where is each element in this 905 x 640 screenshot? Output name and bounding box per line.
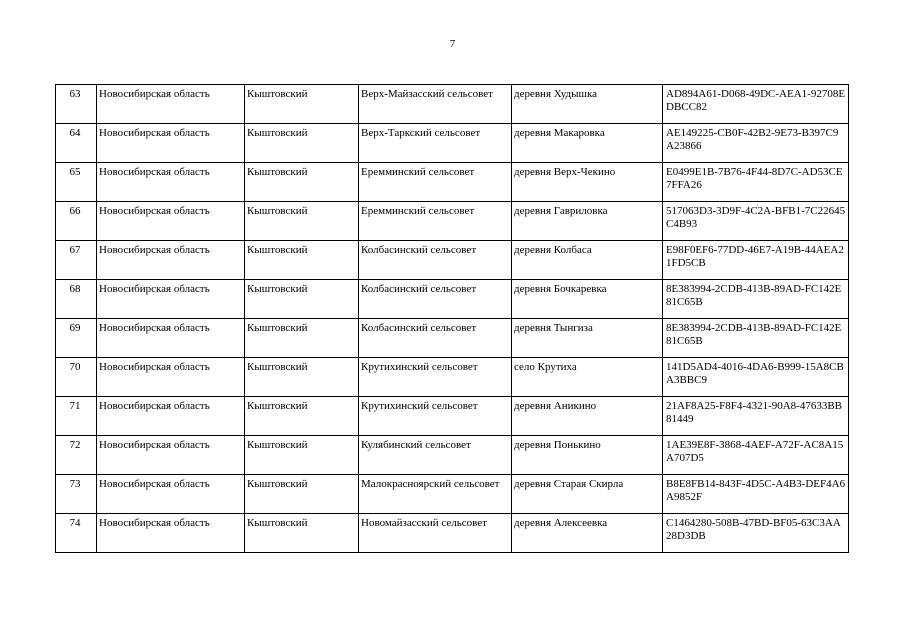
row-number-cell: 68 [56,280,97,319]
district-cell: Кыштовский [245,241,359,280]
settlement-cell: деревня Старая Скирла [512,475,663,514]
row-number-cell: 74 [56,514,97,553]
settlement-cell: деревня Тынгиза [512,319,663,358]
region-cell: Новосибирская область [97,124,245,163]
council-cell: Верх-Майзасский сельсовет [359,85,512,124]
region-cell: Новосибирская область [97,85,245,124]
table-row [56,475,849,514]
council-cell: Новомайзасский сельсовет [359,514,512,553]
district-cell: Кыштовский [245,85,359,124]
table-row [56,397,849,436]
district-cell: Кыштовский [245,475,359,514]
settlement-cell: деревня Гавриловка [512,202,663,241]
settlement-cell: деревня Макаровка [512,124,663,163]
district-cell: Кыштовский [245,202,359,241]
page-number: 7 [449,38,456,50]
table-row [56,319,849,358]
guid-cell: AE149225-CB0F-42B2-9E73-B397C9A23866 [663,124,849,163]
guid-cell: 21AF8A25-F8F4-4321-90A8-47633BB81449 [663,397,849,436]
council-cell: Верх-Таркский сельсовет [359,124,512,163]
table-row [56,85,849,124]
settlement-cell: деревня Бочкаревка [512,280,663,319]
settlement-cell: деревня Аникино [512,397,663,436]
table-row [56,358,849,397]
district-cell: Кыштовский [245,163,359,202]
settlement-cell: деревня Понькино [512,436,663,475]
council-cell: Крутихинский сельсовет [359,358,512,397]
guid-cell: B8E8FB14-843F-4D5C-A4B3-DEF4A6A9852F [663,475,849,514]
council-cell: Кулябинский сельсовет [359,436,512,475]
table-row [56,436,849,475]
row-number-cell: 71 [56,397,97,436]
region-cell: Новосибирская область [97,202,245,241]
guid-cell: 517063D3-3D9F-4C2A-BFB1-7C22645C4B93 [663,202,849,241]
region-cell: Новосибирская область [97,163,245,202]
table-row [56,241,849,280]
council-cell: Колбасинский сельсовет [359,280,512,319]
row-number-cell: 64 [56,124,97,163]
guid-cell: C1464280-508B-47BD-BF05-63C3AA28D3DB [663,514,849,553]
guid-cell: 8E383994-2CDB-413B-89AD-FC142E81C65B [663,319,849,358]
row-number-cell: 67 [56,241,97,280]
table-row [56,202,849,241]
settlement-cell: деревня Колбаса [512,241,663,280]
row-number-cell: 73 [56,475,97,514]
council-cell: Еремминский сельсовет [359,163,512,202]
table-row [56,280,849,319]
council-cell: Еремминский сельсовет [359,202,512,241]
guid-cell: AD894A61-D068-49DC-AEA1-92708EDBCC82 [663,85,849,124]
guid-cell: E0499E1B-7B76-4F44-8D7C-AD53CE7FFA26 [663,163,849,202]
row-number-cell: 69 [56,319,97,358]
district-cell: Кыштовский [245,280,359,319]
row-number-cell: 70 [56,358,97,397]
district-cell: Кыштовский [245,514,359,553]
region-cell: Новосибирская область [97,514,245,553]
council-cell: Колбасинский сельсовет [359,241,512,280]
table-body [56,85,849,553]
district-cell: Кыштовский [245,397,359,436]
table-row [56,514,849,553]
table-row [56,124,849,163]
district-cell: Кыштовский [245,319,359,358]
district-cell: Кыштовский [245,124,359,163]
region-cell: Новосибирская область [97,397,245,436]
council-cell: Колбасинский сельсовет [359,319,512,358]
row-number-cell: 66 [56,202,97,241]
table-row [56,163,849,202]
region-cell: Новосибирская область [97,358,245,397]
row-number-cell: 72 [56,436,97,475]
district-cell: Кыштовский [245,436,359,475]
row-number-cell: 65 [56,163,97,202]
council-cell: Малокрасноярский сельсовет [359,475,512,514]
settlement-cell: деревня Алексеевка [512,514,663,553]
region-cell: Новосибирская область [97,319,245,358]
settlements-table [55,84,849,553]
region-cell: Новосибирская область [97,280,245,319]
council-cell: Крутихинский сельсовет [359,397,512,436]
settlement-cell: деревня Верх-Чекино [512,163,663,202]
region-cell: Новосибирская область [97,475,245,514]
guid-cell: 8E383994-2CDB-413B-89AD-FC142E81C65B [663,280,849,319]
district-cell: Кыштовский [245,358,359,397]
region-cell: Новосибирская область [97,436,245,475]
guid-cell: 141D5AD4-4016-4DA6-B999-15A8CBA3BBC9 [663,358,849,397]
guid-cell: E98F0EF6-77DD-46E7-A19B-44AEA21FD5CB [663,241,849,280]
row-number-cell: 63 [56,85,97,124]
guid-cell: 1AE39E8F-3868-4AEF-A72F-AC8A15A707D5 [663,436,849,475]
settlement-cell: село Крутиха [512,358,663,397]
region-cell: Новосибирская область [97,241,245,280]
settlement-cell: деревня Худышка [512,85,663,124]
